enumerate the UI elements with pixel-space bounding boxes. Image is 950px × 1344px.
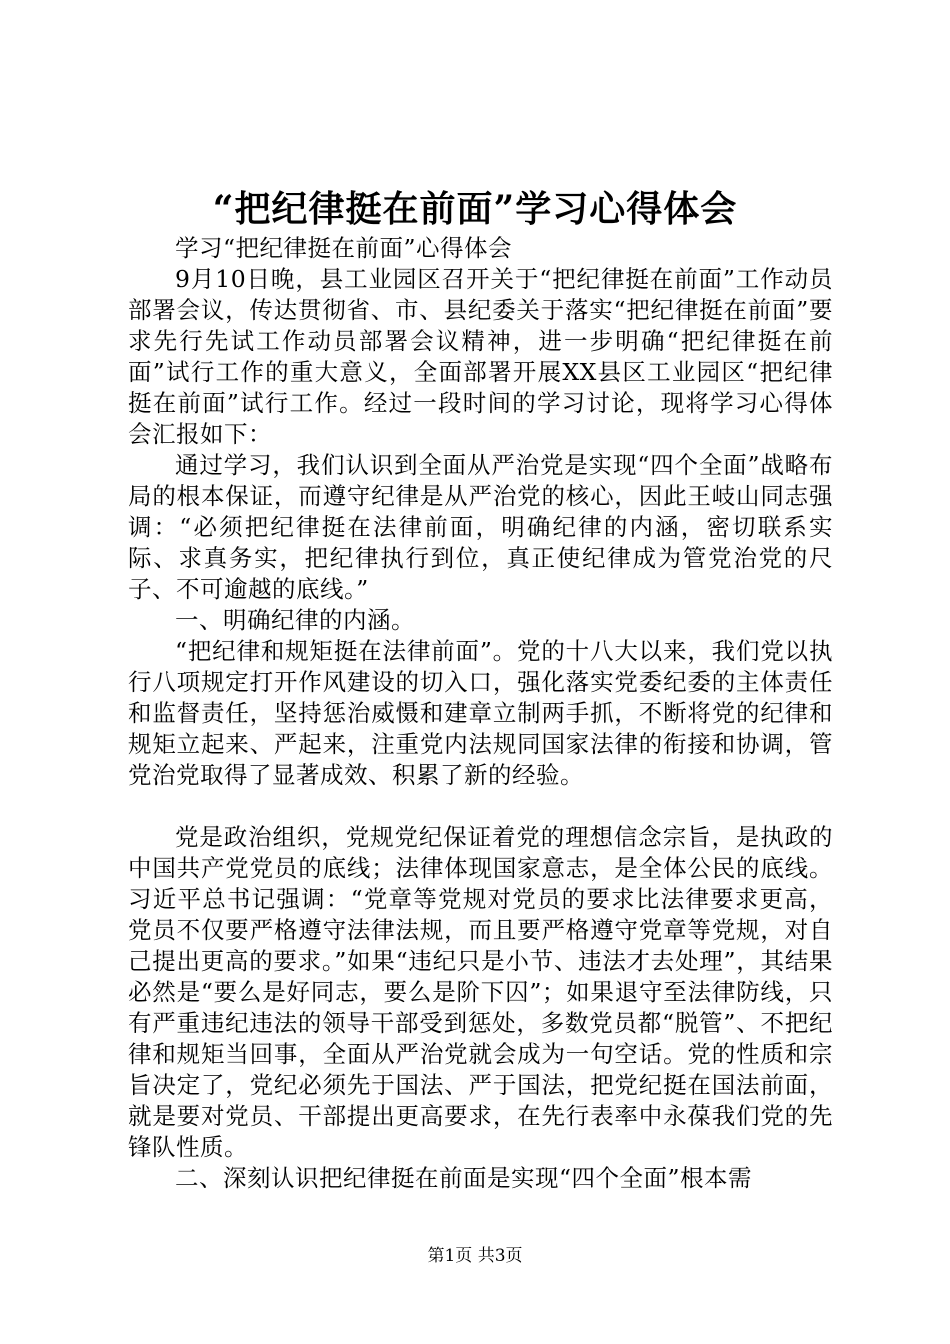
subtitle-paragraph: 学习“把纪律挺在前面”心得体会: [175, 234, 513, 262]
document-title: “把纪律挺在前面”学习心得体会: [212, 188, 738, 230]
body-paragraph: “把纪律和规矩挺在法律前面”。党的十八大以来，我们党以执行八项规定打开作风建设的切入口，强化落实党委纪委的主体责任和监督责任，坚持惩治威慑和建章立制两手抓，不断将党的纪律和规矩立起来、严起来，注重党内法规同国家法律的衔接和协调，管党治党取得了显著成效、积累了新的经验。: [128, 637, 833, 789]
body-paragraph: 通过学习，我们认识到全面从严治党是实现“四个全面”战略布局的根本保证，而遵守纪律是从严治党的核心，因此王岐山同志强调：“必须把纪律挺在法律前面，明确纪律的内涵，密切联系实际、求真务实，把纪律执行到位，真正使纪律成为管党治党的尺子、不可逾越的底线。”: [128, 451, 833, 603]
page-number-footer: 第1页 共3页: [427, 1246, 523, 1266]
section-heading-2: 二、深刻认识把纪律挺在前面是实现“四个全面”根本需: [175, 1164, 753, 1192]
intro-paragraph: 9月10日晚，县工业园区召开关于“把纪律挺在前面”工作动员部署会议，传达贯彻省、市、县纪委关于落实“把纪律挺在前面”要求先行先试工作动员部署会议精神，进一步明确“把纪律挺在前面”试行工作的重大意义，全面部署开展XX县区工业园区“把纪律挺在前面”试行工作。经过一段时间的学习讨论，现将学习心得体会汇报如下：: [128, 265, 833, 448]
document-body: [128, 233, 833, 1194]
section-heading-1: 一、明确纪律的内涵。: [175, 606, 415, 634]
body-paragraph: 党是政治组织，党规党纪保证着党的理想信念宗旨，是执政的中国共产党党员的底线；法律体现国家意志，是全体公民的底线。习近平总书记强调：“党章等党规对党员的要求比法律要求更高，党员不仅要严格遵守法律法规，而且要严格遵守党章等党规，对自己提出更高的要求。”如果“违纪只是小节、违法才去处理”，其结果必然是“要么是好同志，要么是阶下囚”；如果退守至法律防线，只有严重违纪违法的领导干部受到惩处，多数党员都“脱管”、不把纪律和规矩当回事，全面从严治党就会成为一句空话。党的性质和宗旨决定了，党纪必须先于国法、严于国法，把党纪挺在国法前面，就是要对党员、干部提出更高要求，在先行表率中永葆我们党的先锋队性质。: [128, 823, 833, 1161]
